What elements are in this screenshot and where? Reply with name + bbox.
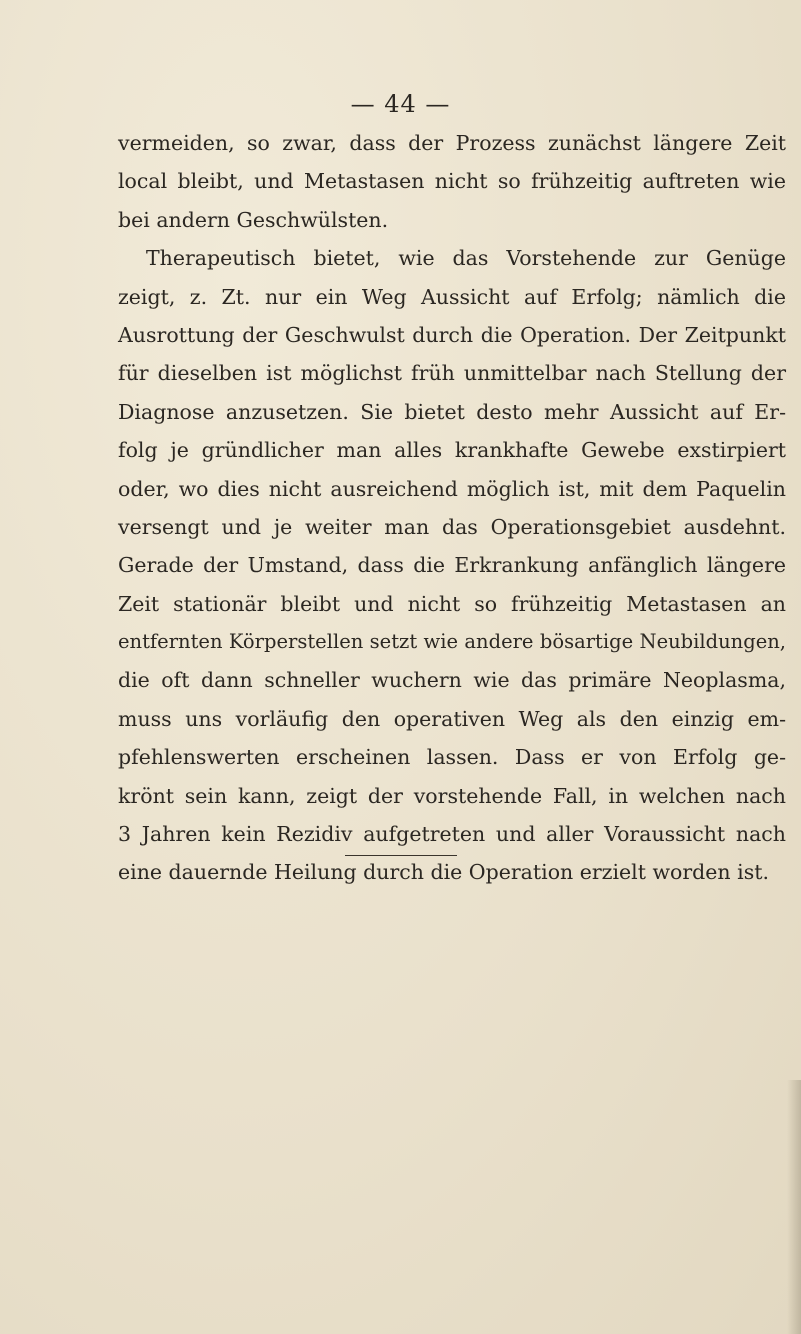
text-line: Therapeutisch bietet, wie das Vorstehende zur Genüge [146, 246, 786, 271]
page-edge-shadow [787, 1080, 801, 1334]
text-line: bei andern Geschwülsten. [118, 207, 389, 232]
text-line: Ausrottung der Geschwulst durch die Operation. Der Zeitpunkt [118, 322, 786, 347]
text-line: die oft dann schneller wuchern wie das primäre Neoplasma, [118, 668, 786, 693]
section-divider [345, 855, 457, 856]
text-line: Gerade der Umstand, dass die Erkrankung anfänglich längere [118, 553, 786, 578]
text-line: versengt und je weiter man das Operationsgebiet ausdehnt. [118, 514, 786, 539]
text-line: 3 Jahren kein Rezidiv aufgetreten und aller Voraussicht nach [118, 822, 786, 847]
text-line: pfehlenswerten erscheinen lassen. Dass er von Erfolg ge- [118, 745, 786, 770]
text-line: oder, wo dies nicht ausreichend möglich ist, mit dem Paquelin [118, 476, 786, 501]
text-line: local bleibt, und Metastasen nicht so frühzeitig auftreten wie [118, 169, 786, 194]
page-number: — 44 — [350, 90, 451, 118]
text-line: Diagnose anzusetzen. Sie bietet desto mehr Aussicht auf Er- [118, 399, 786, 424]
text-line: entfernten Körperstellen setzt wie andere bösartige Neubildungen, [118, 630, 786, 654]
text-line: für dieselben ist möglichst früh unmittelbar nach Stellung der [118, 361, 786, 386]
body-text [118, 124, 786, 892]
text-line: Zeit stationär bleibt und nicht so frühzeitig Metastasen an [118, 591, 786, 616]
text-line: folg je gründlicher man alles krankhafte Gewebe exstirpiert [118, 438, 786, 463]
text-line: vermeiden, so zwar, dass der Prozess zunächst längere Zeit [118, 131, 786, 155]
text-line: muss uns vorläufig den operativen Weg als den einzig em- [118, 706, 786, 731]
text-line: zeigt, z. Zt. nur ein Weg Aussicht auf Erfolg; nämlich die [118, 284, 786, 309]
text-line: krönt sein kann, zeigt der vorstehende Fall, in welchen nach [118, 783, 786, 808]
text-line: eine dauernde Heilung durch die Operation erzielt worden ist. [118, 860, 769, 885]
